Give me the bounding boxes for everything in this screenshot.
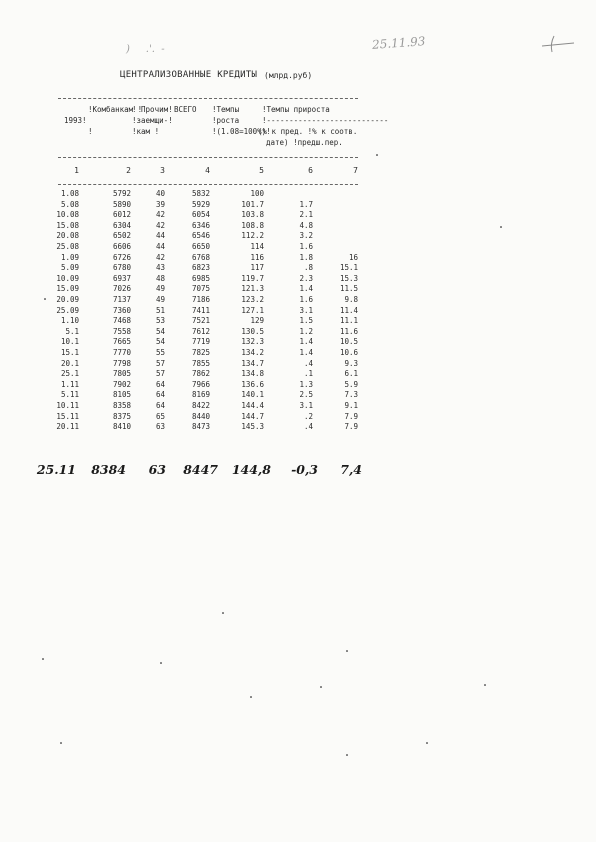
header-banks: !Комбанкам ! 1993! ! <box>64 105 143 136</box>
cell-growth: 100 <box>250 189 264 198</box>
scan-speck <box>346 754 348 756</box>
margin-mark-left: ) .'. - <box>126 44 165 55</box>
cell-date: 20.09 <box>56 295 79 304</box>
cell-date: 15.08 <box>56 221 79 230</box>
column-number-7: 7 <box>353 166 358 175</box>
scan-speck <box>44 298 46 300</box>
cell-growth: 144.7 <box>241 412 264 421</box>
cell-increment-prev: 1.6 <box>299 242 313 251</box>
column-number-2: 2 <box>126 166 131 175</box>
cell-increment-period: 15.3 <box>339 274 358 283</box>
column-number-5: 5 <box>259 166 264 175</box>
cell-date: 20.11 <box>56 422 79 431</box>
cell-total: 7862 <box>191 369 210 378</box>
cell-total: 7521 <box>191 316 210 325</box>
handwritten-date: 25.11 <box>36 462 76 477</box>
cell-increment-period: 10.5 <box>339 337 358 346</box>
cell-total: 7075 <box>191 284 210 293</box>
cell-growth: 103.8 <box>241 210 264 219</box>
cell-date: 10.09 <box>56 274 79 283</box>
cell-banks: 7798 <box>112 359 131 368</box>
cell-banks: 6502 <box>112 231 131 240</box>
cell-total: 6985 <box>191 274 210 283</box>
column-number-6: 6 <box>308 166 313 175</box>
cell-date: 25.1 <box>60 369 79 378</box>
cell-increment-period: 11.1 <box>339 316 358 325</box>
cell-banks: 7558 <box>112 327 131 336</box>
cell-date: 10.11 <box>56 401 79 410</box>
scan-speck <box>500 226 502 228</box>
cell-banks: 7360 <box>112 306 131 315</box>
cell-date: 10.1 <box>60 337 79 346</box>
cell-other: 49 <box>155 295 165 304</box>
column-number-4: 4 <box>205 166 210 175</box>
cell-banks: 7770 <box>112 348 131 357</box>
cell-increment-prev: 1.4 <box>299 284 313 293</box>
cell-growth: 121.3 <box>241 284 264 293</box>
cell-total: 7855 <box>191 359 210 368</box>
cell-total: 8169 <box>191 390 210 399</box>
cell-banks: 8375 <box>112 412 131 421</box>
cell-increment-period: 11.4 <box>339 306 358 315</box>
cell-total: 6650 <box>191 242 210 251</box>
cell-other: 43 <box>155 263 165 272</box>
cell-increment-prev: .4 <box>303 422 313 431</box>
cell-increment-prev: 3.2 <box>299 231 313 240</box>
cell-increment-period: 9.1 <box>344 401 358 410</box>
cell-banks: 8410 <box>112 422 131 431</box>
cell-total: 8440 <box>191 412 210 421</box>
cell-growth: 123.2 <box>241 295 264 304</box>
cell-increment-prev: .8 <box>303 263 313 272</box>
cell-increment-period: 10.6 <box>339 348 358 357</box>
cell-banks: 7665 <box>112 337 131 346</box>
cell-other: 54 <box>155 337 165 346</box>
cell-banks: 7137 <box>112 295 131 304</box>
cell-date: 15.11 <box>56 412 79 421</box>
cell-increment-prev: 1.2 <box>299 327 313 336</box>
cell-increment-period: 6.1 <box>344 369 358 378</box>
cell-growth: 136.6 <box>241 380 264 389</box>
cell-increment-prev: .1 <box>303 369 313 378</box>
cell-growth: 108.8 <box>241 221 264 230</box>
cell-growth: 130.5 <box>241 327 264 336</box>
cell-date: 5.09 <box>60 263 79 272</box>
cell-growth: 114 <box>250 242 264 251</box>
cell-date: 1.11 <box>60 380 79 389</box>
cell-other: 64 <box>155 390 165 399</box>
scan-speck <box>222 612 224 614</box>
cell-growth: 134.2 <box>241 348 264 357</box>
header-rule-mid <box>58 157 358 158</box>
cell-other: 48 <box>155 274 165 283</box>
scan-speck <box>60 742 62 744</box>
scan-speck <box>320 686 322 688</box>
cell-growth: 129 <box>250 316 264 325</box>
cell-increment-period: 7.3 <box>344 390 358 399</box>
handwritten-increment-prev: -0,3 <box>291 462 318 477</box>
header-other-borrowers: ! Прочим! !заемщи-! !кам ! <box>132 105 173 136</box>
cell-growth: 140.1 <box>241 390 264 399</box>
cell-other: 42 <box>155 210 165 219</box>
cell-other: 40 <box>155 189 165 198</box>
cell-other: 42 <box>155 253 165 262</box>
cell-growth: 119.7 <box>241 274 264 283</box>
cell-growth: 127.1 <box>241 306 264 315</box>
cell-total: 5929 <box>191 200 210 209</box>
cell-other: 44 <box>155 231 165 240</box>
cell-total: 7719 <box>191 337 210 346</box>
scan-speck <box>484 684 486 686</box>
header-total: ВСЕГО <box>174 105 197 114</box>
cell-increment-period: 16 <box>348 253 358 262</box>
cell-banks: 6780 <box>112 263 131 272</box>
cell-banks: 7805 <box>112 369 131 378</box>
cell-banks: 6606 <box>112 242 131 251</box>
cell-total: 7186 <box>191 295 210 304</box>
cell-increment-prev: 1.5 <box>299 316 313 325</box>
cell-growth: 134.7 <box>241 359 264 368</box>
scan-speck <box>376 154 378 156</box>
cell-total: 5832 <box>191 189 210 198</box>
cell-banks: 6726 <box>112 253 131 262</box>
cell-banks: 6012 <box>112 210 131 219</box>
cell-growth: 144.4 <box>241 401 264 410</box>
cell-increment-prev: 3.1 <box>299 401 313 410</box>
cell-increment-prev: 1.8 <box>299 253 313 262</box>
cell-banks: 5890 <box>112 200 131 209</box>
column-number-1: 1 <box>74 166 79 175</box>
cell-increment-period: 15.1 <box>339 263 358 272</box>
column-number-3: 3 <box>160 166 165 175</box>
cell-banks: 6937 <box>112 274 131 283</box>
cell-other: 65 <box>155 412 165 421</box>
cell-banks: 7902 <box>112 380 131 389</box>
cell-date: 5.1 <box>65 327 79 336</box>
handwritten-banks: 8384 <box>91 462 126 477</box>
handwritten-increment-period: 7,4 <box>340 462 362 477</box>
cell-increment-prev: 2.3 <box>299 274 313 283</box>
cell-banks: 6304 <box>112 221 131 230</box>
cell-increment-period: 11.5 <box>339 284 358 293</box>
cell-increment-prev: 2.1 <box>299 210 313 219</box>
cell-banks: 7026 <box>112 284 131 293</box>
cell-date: 5.08 <box>60 200 79 209</box>
cell-total: 6546 <box>191 231 210 240</box>
cell-date: 5.11 <box>60 390 79 399</box>
cell-total: 8422 <box>191 401 210 410</box>
scan-speck <box>346 650 348 652</box>
handwritten-growth: 144,8 <box>231 462 271 477</box>
cell-growth: 134.8 <box>241 369 264 378</box>
cell-total: 6768 <box>191 253 210 262</box>
cell-increment-prev: .4 <box>303 359 313 368</box>
cell-banks: 8105 <box>112 390 131 399</box>
cell-other: 39 <box>155 200 165 209</box>
cell-banks: 8358 <box>112 401 131 410</box>
scan-speck <box>250 696 252 698</box>
cell-growth: 112.2 <box>241 231 264 240</box>
cell-increment-period: 7.9 <box>344 422 358 431</box>
cell-date: 1.10 <box>60 316 79 325</box>
cell-other: 44 <box>155 242 165 251</box>
cell-other: 54 <box>155 327 165 336</box>
cell-increment-prev: 1.6 <box>299 295 313 304</box>
cell-increment-prev: 2.5 <box>299 390 313 399</box>
cell-date: 15.1 <box>60 348 79 357</box>
cell-other: 64 <box>155 380 165 389</box>
header-growth-rate: !Темпы !роста !(1.08=100%)! <box>212 105 271 136</box>
cell-increment-prev: 3.1 <box>299 306 313 315</box>
cell-increment-period: 11.6 <box>339 327 358 336</box>
cell-other: 49 <box>155 284 165 293</box>
cell-total: 6823 <box>191 263 210 272</box>
cell-increment-prev: 1.4 <box>299 337 313 346</box>
cell-date: 20.08 <box>56 231 79 240</box>
handwritten-total: 8447 <box>183 462 218 477</box>
cell-date: 1.09 <box>60 253 79 262</box>
cell-increment-prev: 1.7 <box>299 200 313 209</box>
cell-increment-prev: 1.3 <box>299 380 313 389</box>
cell-other: 57 <box>155 369 165 378</box>
handwritten-other: 63 <box>148 462 166 477</box>
cell-other: 63 <box>155 422 165 431</box>
header-rule-top <box>58 98 358 99</box>
scan-speck <box>42 658 44 660</box>
cell-increment-prev: 4.8 <box>299 221 313 230</box>
document-title: ЦЕНТРАЛИЗОВАННЫЕ КРЕДИТЫ <box>120 70 258 80</box>
cell-increment-prev: 1.4 <box>299 348 313 357</box>
unit-label: (млрд.руб) <box>264 71 313 80</box>
cell-total: 7411 <box>191 306 210 315</box>
cell-other: 53 <box>155 316 165 325</box>
margin-note-top-right: 25.11.93 <box>371 34 426 52</box>
cell-increment-prev: .2 <box>303 412 313 421</box>
cell-increment-period: 9.3 <box>344 359 358 368</box>
corner-scribble <box>540 34 576 54</box>
cell-date: 1.08 <box>60 189 79 198</box>
cell-growth: 132.3 <box>241 337 264 346</box>
cell-total: 7612 <box>191 327 210 336</box>
scan-speck <box>426 742 428 744</box>
cell-increment-period: 7.9 <box>344 412 358 421</box>
cell-other: 42 <box>155 221 165 230</box>
cell-total: 7966 <box>191 380 210 389</box>
cell-growth: 101.7 <box>241 200 264 209</box>
cell-growth: 116 <box>250 253 264 262</box>
cell-banks: 7468 <box>112 316 131 325</box>
cell-date: 15.09 <box>56 284 79 293</box>
cell-total: 6054 <box>191 210 210 219</box>
cell-growth: 145.3 <box>241 422 264 431</box>
header-rule-bottom <box>58 184 358 185</box>
cell-total: 6346 <box>191 221 210 230</box>
header-increment-rate: !Темпы прироста !--------------------------- (% к пред. !% к соотв. дате) !предш.пер. <box>258 105 389 147</box>
cell-date: 10.08 <box>56 210 79 219</box>
cell-total: 8473 <box>191 422 210 431</box>
cell-other: 64 <box>155 401 165 410</box>
cell-banks: 5792 <box>112 189 131 198</box>
cell-date: 20.1 <box>60 359 79 368</box>
cell-increment-period: 5.9 <box>344 380 358 389</box>
scan-speck <box>160 662 162 664</box>
cell-increment-period: 9.8 <box>344 295 358 304</box>
cell-date: 25.09 <box>56 306 79 315</box>
cell-other: 57 <box>155 359 165 368</box>
cell-growth: 117 <box>250 263 264 272</box>
cell-total: 7825 <box>191 348 210 357</box>
cell-other: 51 <box>155 306 165 315</box>
cell-date: 25.08 <box>56 242 79 251</box>
cell-other: 55 <box>155 348 165 357</box>
